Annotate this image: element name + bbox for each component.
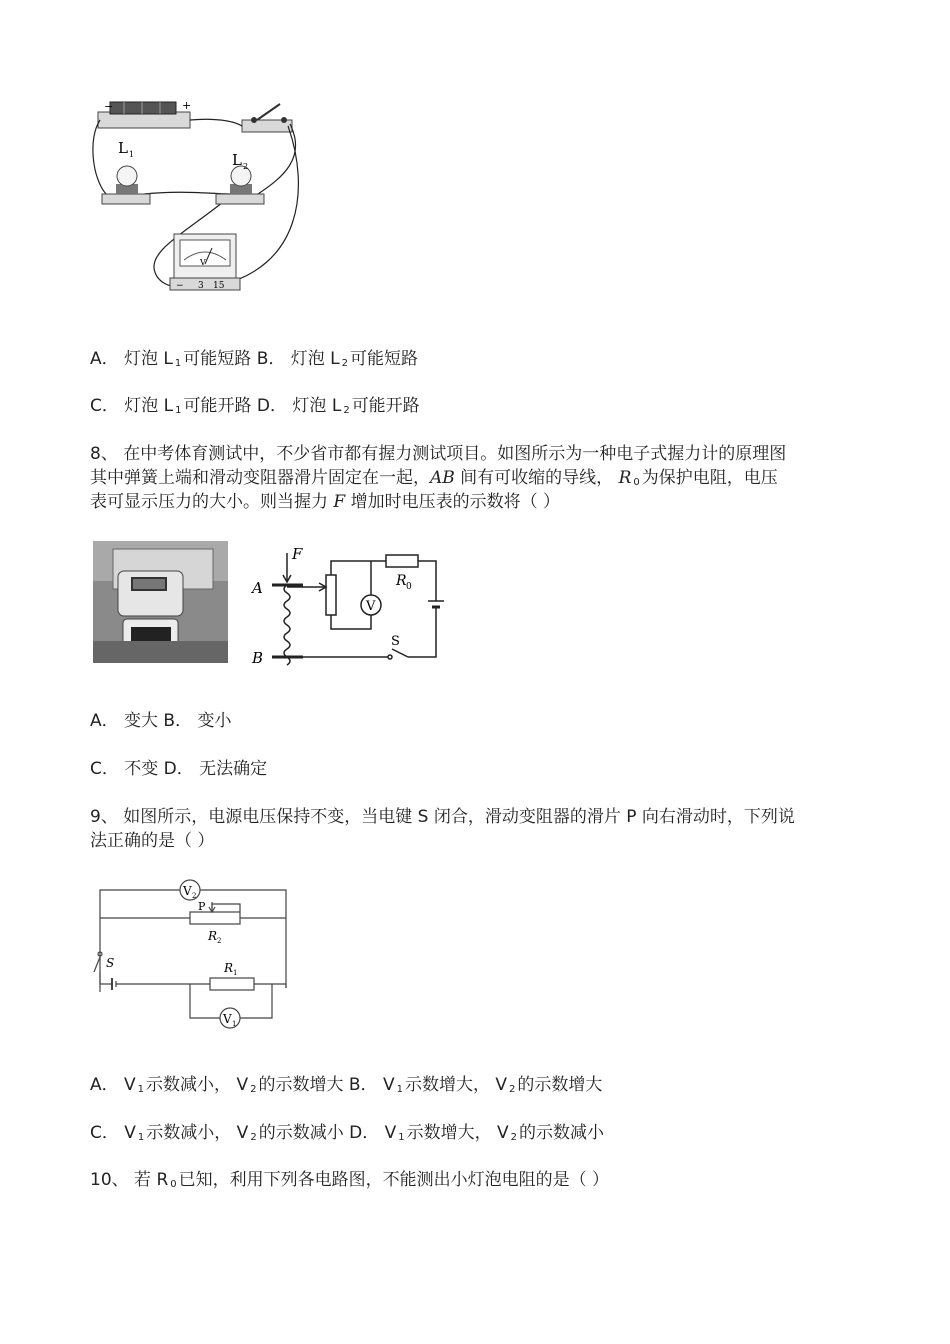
q10-text (90, 1168, 609, 1197)
q8-f-label: F (333, 492, 346, 512)
q7-option-ab (90, 347, 418, 376)
meter-v-label: V (200, 258, 206, 267)
v2-label: V (183, 884, 192, 898)
q8-r-sub: 0 (633, 477, 640, 488)
bulb-l1-icon (102, 166, 150, 204)
q8-ab-label: AB (430, 468, 455, 488)
point-a-label: A (252, 579, 263, 597)
q8-text-part: 为保护电阻，电压 (641, 468, 778, 488)
battery-positive-label: + (182, 99, 192, 112)
r0-sub: 0 (406, 582, 412, 592)
q9-sub: 1 (137, 1084, 145, 1095)
q7-option-d-sub: 2 (343, 405, 350, 416)
r1-label: R (224, 961, 234, 975)
q8-circuit-diagram (246, 545, 446, 667)
q7-option-a-sub: 1 (174, 358, 182, 369)
q9-option-cd (90, 1121, 604, 1150)
q8-text-line3 (90, 490, 560, 514)
q9-option-b-text: 的示数增大 (517, 1075, 603, 1095)
q8-option-ab: A． 变大 B． 变小 (90, 711, 232, 731)
q7-option-b-text: 可能短路 B． 灯泡 L (183, 349, 340, 369)
q9-sub: 2 (250, 1132, 257, 1143)
q9-option-c-text: C． V (90, 1123, 136, 1143)
grip-dynamometer-photo (93, 541, 228, 663)
force-f-label: F (292, 545, 303, 563)
r0-label: R (396, 573, 407, 589)
q7-option-c-text: C． 灯泡 L (90, 396, 174, 416)
l2-sub: 2 (243, 162, 249, 171)
q9-option-ab (90, 1073, 602, 1102)
q8-text-part: 间有可收缩的导线， (454, 468, 619, 488)
q7-option-b-end: 可能短路 (350, 349, 419, 369)
l2-label: L (232, 151, 242, 169)
q9-option-d-text: 的示数减小 (519, 1123, 605, 1143)
q8-text-part: 表可显示压力的大小。则当握力 (90, 492, 334, 512)
q9-circuit-diagram (90, 872, 295, 1032)
q9-option-a-text: A． V (90, 1075, 136, 1095)
q7-option-a-text: A． 灯泡 L (90, 349, 173, 369)
meter-minus-label: − (176, 281, 184, 291)
q9-sub: 2 (509, 1084, 516, 1095)
q9-text-line2: 法正确的是（ ） (90, 831, 215, 851)
switch-s-label: S (106, 956, 115, 970)
switch-icon (242, 104, 292, 132)
slider-p-label: P (198, 900, 206, 913)
q8-text-part: 增加时电压表的示数将（ ） (345, 492, 561, 512)
q10-text-part: 10、 若 R (90, 1170, 169, 1190)
voltmeter-v-label: V (366, 599, 376, 614)
q10-r0-sub: 0 (170, 1179, 177, 1190)
q8-option-cd: C． 不变 D． 无法确定 (90, 759, 268, 779)
v2-sub: 2 (192, 892, 197, 900)
q7-circuit-figure (92, 98, 307, 298)
r2-label: R (208, 929, 218, 943)
r2-sub: 2 (217, 937, 222, 945)
q9-option-b-text: 的示数增大 B． V (258, 1075, 395, 1095)
q7-option-c-sub: 1 (175, 405, 182, 416)
l1-sub: 1 (129, 150, 135, 159)
q9-sub: 2 (250, 1084, 257, 1095)
q9-text-line1: 9、 如图所示，电源电压保持不变，当电键 S 闭合，滑动变阻器的滑片 P 向右滑动时，下列说 (90, 807, 795, 827)
meter-15-label: 15 (213, 281, 225, 291)
q9-option-b-text: 示数增大， V (404, 1075, 507, 1095)
q9-sub: 1 (398, 1132, 405, 1143)
q7-option-d-end: 可能开路 (351, 396, 420, 416)
q10-text-part: 已知，利用下列各电路图，不能测出小灯泡电阻的是（ ） (178, 1170, 610, 1190)
q9-option-a-text: 示数减小， V (146, 1075, 249, 1095)
q9-option-d-text: 示数增大， V (406, 1123, 509, 1143)
q9-sub: 2 (510, 1132, 518, 1143)
point-b-label: B (252, 649, 264, 667)
v1-label: V (223, 1012, 232, 1026)
q7-option-cd (90, 394, 420, 423)
r1-sub: 1 (233, 969, 238, 977)
q8-text-line1: 8、 在中考体育测试中，不少省市都有握力测试项目。如图所示为一种电子式握力计的原理图 (90, 444, 787, 464)
l1-label: L (118, 139, 128, 157)
switch-s-label: S (391, 634, 400, 649)
q8-text-part: 其中弹簧上端和滑动变阻器滑片固定在一起， (90, 468, 430, 488)
q7-option-d-text: 可能开路 D． 灯泡 L (183, 396, 342, 416)
q7-option-b-sub: 2 (341, 358, 349, 369)
meter-3-label: 3 (198, 281, 204, 291)
v1-sub: 1 (232, 1020, 237, 1028)
battery-negative-label: − (104, 100, 114, 113)
q9-sub: 1 (137, 1132, 145, 1143)
q9-option-d-text: 的示数减小 D． V (258, 1123, 397, 1143)
q9-option-c-text: 示数减小， V (146, 1123, 249, 1143)
q8-r-label: R (618, 468, 632, 488)
q9-sub: 1 (396, 1084, 403, 1095)
bulb-l2-icon (216, 166, 264, 204)
